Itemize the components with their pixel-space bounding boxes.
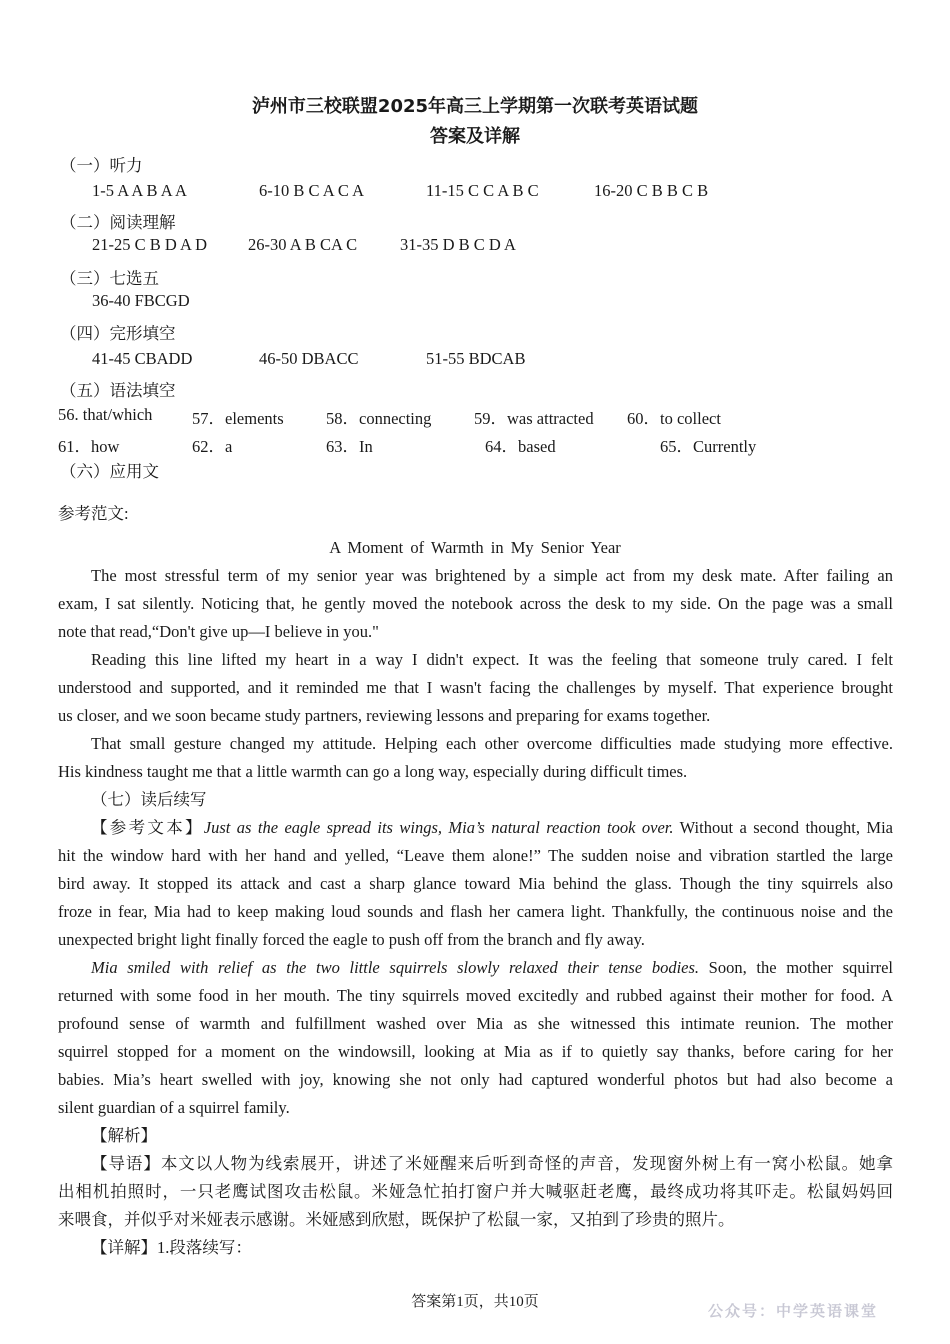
answer: 16-20 C B B C B <box>594 181 709 200</box>
text-line <box>58 954 893 982</box>
text-line: The most stressful term of my senior year was brightened by a simple act from my desk mate. After failing an <box>91 566 893 585</box>
answer: 59．was attracted <box>474 409 594 428</box>
answer: 51-55 BDCAB <box>426 349 526 368</box>
text-line: exam, I sat silently. Noticing that, he gently moved the notebook across the desk to my side. On the page was a small <box>58 594 893 613</box>
text-line: 出相机拍照时，一只老鹰试图攻击松鼠。米娅急忙拍打窗户并大喊驱赶老鹰，最终成功将其吓走。松鼠妈妈回 <box>58 1182 893 1201</box>
answer: 60．to collect <box>627 409 721 428</box>
text: Soon, the mother squirrel <box>699 958 893 977</box>
answer: 63．In <box>326 437 373 456</box>
answer: 21-25 C B D A D <box>92 235 208 254</box>
text-line: 来喂食，并似乎对米娅表示感谢。米娅感到欣慰，既保护了松鼠一家，又拍到了珍贵的照片。 <box>58 1210 735 1229</box>
text-line: hit the window hard with her hand and yelled, “Leave them alone!” The sudden noise and vibration startled the large <box>58 846 893 865</box>
text-line: That small gesture changed my attitude. Helping each other overcome difficulties made studying more effective. <box>91 734 893 753</box>
section-heading: （一）听力 <box>60 156 143 175</box>
answer: 62．a <box>192 437 233 456</box>
essay-label: 参考范文: <box>58 504 129 523</box>
text: Without a second thought, Mia <box>673 818 893 837</box>
document-subtitle: 答案及详解 <box>430 126 520 147</box>
text-line: us closer, and we soon became study partners, reviewing lessons and preparing for exams together. <box>58 706 711 725</box>
text-line: silent guardian of a squirrel family. <box>58 1098 290 1117</box>
italic-lead: Mia smiled with relief as the two little squirrels slowly relaxed their tense bodies. <box>91 958 700 977</box>
answer: 61．how <box>58 437 120 456</box>
answer: 65．Currently <box>660 437 757 456</box>
text-line <box>58 814 893 842</box>
text-line: squirrel stopped for a moment on the windowsill, looking at Mia as if to quietly say thanks, before caring for her <box>58 1042 893 1061</box>
text-line: understood and supported, and it reminded me that I wasn't facing the challenges by myself. That experience brought <box>58 678 893 697</box>
text-line: babies. Mia’s heart swelled with joy, knowing she not only had captured wonderful photos but had also become a <box>58 1070 893 1089</box>
essay-title: A Moment of Warmth in My Senior Year <box>329 538 621 557</box>
answer: 41-45 CBADD <box>92 349 193 368</box>
answer: 46-50 DBACC <box>259 349 359 368</box>
answer: 64．based <box>485 437 556 456</box>
section-heading: （三）七选五 <box>60 269 159 288</box>
answer: 1-5 A A B A A <box>92 181 187 200</box>
section-heading: （四）完形填空 <box>60 324 176 343</box>
text-line: 【详解】1.段落续写： <box>91 1238 252 1257</box>
text-line: profound sense of warmth and fulfillment washed over Mia as she witnessed this intimate reunion. The mother <box>58 1014 893 1033</box>
watermark: 公众号：中学英语课堂 <box>708 1302 879 1320</box>
answer: 31-35 D B C D A <box>400 235 516 254</box>
tag: 【参考文本】 <box>91 818 204 837</box>
answer: 56. that/which <box>58 405 153 424</box>
page-footer: 答案第1页，共10页 <box>411 1294 539 1310</box>
answer: 6-10 B C A C A <box>259 181 364 200</box>
text-line: froze in fear, Mia had to keep making loud sounds and flash her camera light. Thankfully, the continuous noise and the <box>58 902 893 921</box>
answer: 58．connecting <box>326 409 432 428</box>
answer: 11-15 C C A B C <box>426 181 539 200</box>
section-heading: （五）语法填空 <box>60 381 176 400</box>
section-heading: （二）阅读理解 <box>60 213 176 232</box>
essay-body <box>58 562 893 1262</box>
answer: 36-40 FBCGD <box>92 291 190 310</box>
text-line: Reading this line lifted my heart in a way I didn't expect. It was the feeling that someone truly cared. I felt <box>91 650 893 669</box>
section-heading: （七）读后续写 <box>91 790 207 809</box>
answer: 26-30 A B CA C <box>248 235 358 254</box>
text-line: bird away. It stopped its attack and cast a sharp glance toward Mia behind the glass. Though the tiny squirrels also <box>58 874 893 893</box>
text-line: note that read,“Don't give up—I believe in you." <box>58 622 379 641</box>
section-heading: （六）应用文 <box>60 462 159 481</box>
answer: 57．elements <box>192 409 284 428</box>
text-line: His kindness taught me that a little warmth can go a long way, especially during difficult times. <box>58 762 688 781</box>
analysis-heading: 【解析】 <box>91 1126 157 1145</box>
italic-lead: Just as the eagle spread its wings, Mia’s natural reaction took over. <box>203 818 674 837</box>
text-line: 【导语】本文以人物为线索展开，讲述了米娅醒来后听到奇怪的声音，发现窗外树上有一窝小松鼠。她拿 <box>91 1154 893 1173</box>
document-title: 泸州市三校联盟2025年高三上学期第一次联考英语试题 <box>251 96 699 117</box>
text-line: unexpected bright light finally forced the eagle to push off from the branch and fly away. <box>58 930 645 949</box>
text-line: returned with some food in her mouth. The tiny squirrels moved excitedly and rubbed against their mother for food. A <box>58 986 893 1005</box>
